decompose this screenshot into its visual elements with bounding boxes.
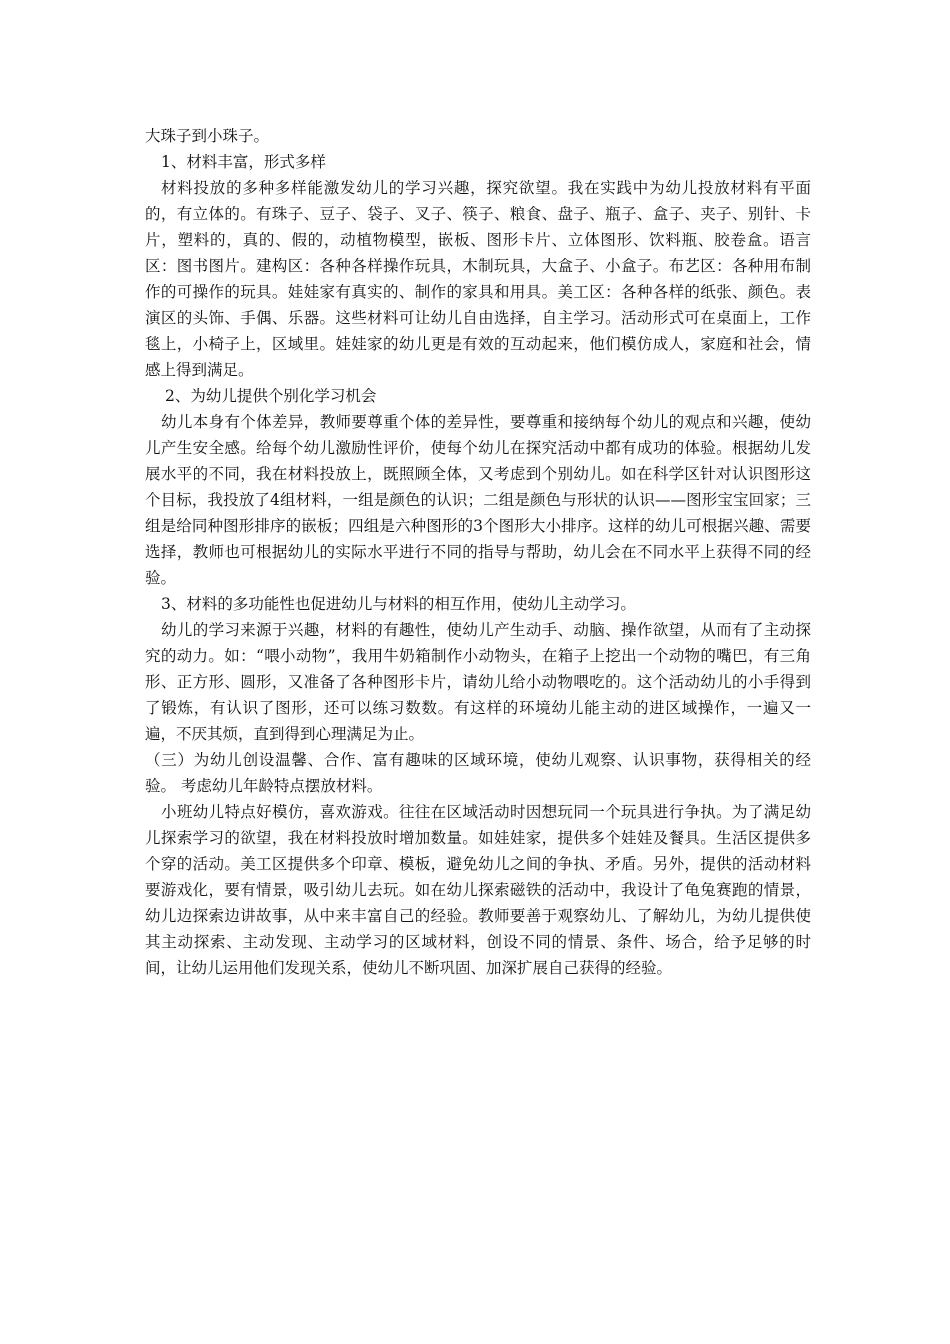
paragraph-individual-learning: 幼儿本身有个体差异，教师要尊重个体的差异性，要尊重和接纳每个幼儿的观点和兴趣，使幼儿产生安全感。给每个幼儿激励性评价，使每个幼儿在探究活动中都有成功的体验。根据幼儿发展水平的不同，我在材料投放上，既照顾全体，又考虑到个别幼儿。如在科学区针对认识图形这个目标，我投放了4组材料，一组是颜色的认识；二组是颜色与形状的认识——图形宝宝回家；三组是给同种图形排序的嵌板；四组是六种图形的3个图形大小排序。这样的幼儿可根据兴趣、需要选择，教师也可根据幼儿的实际水平进行不同的指导与帮助，幼儿会在不同水平上获得不同的经验。 bbox=[145, 413, 811, 587]
heading-multifunction-materials: 3、材料的多功能性也促进幼儿与材料的相互作用，使幼儿主动学习。 bbox=[161, 595, 636, 613]
heading-individual-learning: 2、为幼儿提供个别化学习机会 bbox=[165, 387, 377, 405]
heading-materials-rich: 1、材料丰富，形式多样 bbox=[161, 153, 326, 171]
document-body bbox=[145, 123, 811, 981]
paragraph-small-class: 小班幼儿特点好模仿，喜欢游戏。往往在区域活动时因想玩同一个玩具进行争执。为了满足幼儿探索学习的欲望，我在材料投放时增加数量。如娃娃家，提供多个娃娃及餐具。生活区提供多个穿的活动。美工区提供多个印章、模板，避免幼儿之间的争执、矛盾。另外，提供的活动材料要游戏化，要有情景，吸引幼儿去玩。如在幼儿探索磁铁的活动中，我设计了龟兔赛跑的情景，幼儿边探索边讲故事，从中来丰富自己的经验。教师要善于观察幼儿、了解幼儿，为幼儿提供使其主动探索、主动发现、主动学习的区域材料，创设不同的情景、条件、场合，给予足够的时间，让幼儿运用他们发现关系，使幼儿不断巩固、加深扩展自己获得的经验。 bbox=[145, 803, 811, 977]
paragraph-multifunction-materials: 幼儿的学习来源于兴趣，材料的有趣性，使幼儿产生动手、动脑、操作欲望，从而有了主动探究的动力。如：“喂小动物”，我用牛奶箱制作小动物头，在箱子上挖出一个动物的嘴巴，有三角形、正方形、圆形，又准备了各种图形卡片，请幼儿给小动物喂吃的。这个活动幼儿的小手得到了锻炼，有认识了图形，还可以练习数数。有这样的环境幼儿能主动的进区域操作，一遍又一遍，不厌其烦，直到得到心理满足为止。 bbox=[145, 621, 811, 743]
paragraph-continuation: 大珠子到小珠子。 bbox=[145, 127, 270, 145]
heading-section-three: （三）为幼儿创设温馨、合作、富有趣味的区域环境，使幼儿观察、认识事物，获得相关的经验。 考虑幼儿年龄特点摆放材料。 bbox=[145, 751, 811, 795]
paragraph-materials: 材料投放的多种多样能激发幼儿的学习兴趣，探究欲望。我在实践中为幼儿投放材料有平面的，有立体的。有珠子、豆子、袋子、叉子、筷子、粮食、盘子、瓶子、盒子、夹子、别针、卡片，塑料的，真的、假的，动植物模型，嵌板、图形卡片、立体图形、饮料瓶、胶卷盒。语言区：图书图片。建构区：各种各样操作玩具，木制玩具，大盒子、小盒子。布艺区：各种用布制作的可操作的玩具。娃娃家有真实的、制作的家具和用具。美工区：各种各样的纸张、颜色。表演区的头饰、手偶、乐器。这些材料可让幼儿自由选择，自主学习。活动形式可在桌面上，工作毯上，小椅子上，区域里。娃娃家的幼儿更是有效的互动起来，他们模仿成人，家庭和社会，情感上得到满足。 bbox=[145, 179, 811, 379]
